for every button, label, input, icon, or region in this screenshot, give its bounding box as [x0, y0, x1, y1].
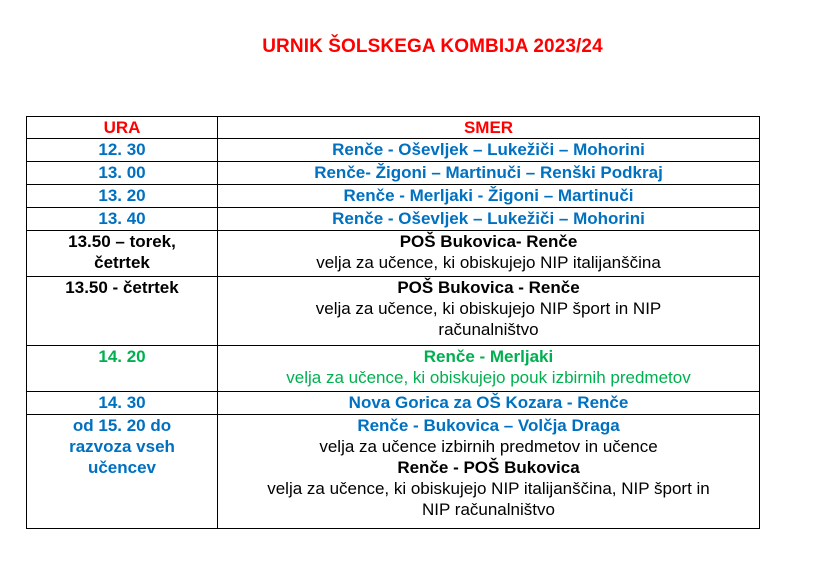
- row-route: Renče - Bukovica – Volčja Draga: [357, 416, 620, 435]
- row-time: [27, 231, 218, 277]
- row-note: računalništvo: [438, 320, 539, 339]
- row-time-line: 13.50 – torek,: [68, 232, 176, 251]
- row-note: velja za učence, ki obiskujejo NIP italijanščina, NIP šport in: [267, 479, 710, 498]
- row-time: 13.50 - četrtek: [27, 277, 218, 346]
- row-route-cell: [218, 346, 760, 392]
- row-route: POŠ Bukovica - Renče: [397, 278, 580, 297]
- table-row: [27, 208, 760, 231]
- table-row: [27, 277, 760, 346]
- row-time-line: razvoza vseh: [69, 437, 175, 456]
- row-time: 12. 30: [27, 139, 218, 162]
- row-note: NIP računalništvo: [422, 500, 555, 519]
- row-time: 14. 20: [27, 346, 218, 392]
- row-time-line: četrtek: [94, 253, 150, 272]
- table-header-row: [27, 117, 760, 139]
- row-note: velja za učence izbirnih predmetov in učence: [319, 437, 658, 456]
- row-time-line: učencev: [87, 458, 157, 477]
- row-time: 13. 20: [27, 185, 218, 208]
- row-route: Renče- Žigoni – Martinuči – Renški Podkraj: [218, 162, 760, 185]
- table-row: [27, 346, 760, 392]
- row-time-line: od 15. 20 do: [72, 416, 172, 435]
- table-row: [27, 185, 760, 208]
- page-title: URNIK ŠOLSKEGA KOMBIJA 2023/24: [262, 36, 603, 57]
- row-route-cell: [218, 277, 760, 346]
- table-row: [27, 139, 760, 162]
- row-route-cell: [218, 415, 760, 529]
- row-note: velja za učence, ki obiskujejo pouk izbirnih predmetov: [286, 368, 691, 387]
- row-route: Renče - POŠ Bukovica: [397, 458, 580, 477]
- row-time: 13. 40: [27, 208, 218, 231]
- row-route: POŠ Bukovica- Renče: [399, 232, 578, 251]
- header-time: URA: [27, 117, 218, 139]
- row-route: Renče - Oševljek – Lukežiči – Mohorini: [218, 139, 760, 162]
- row-route: Renče - Oševljek – Lukežiči – Mohorini: [218, 208, 760, 231]
- row-route-cell: [218, 231, 760, 277]
- table-row: [27, 415, 760, 529]
- header-route: SMER: [218, 117, 760, 139]
- row-note: velja za učence, ki obiskujejo NIP šport in NIP: [315, 299, 662, 318]
- row-time: 14. 30: [27, 392, 218, 415]
- row-note: velja za učence, ki obiskujejo NIP italijanščina: [316, 253, 661, 272]
- row-time: [27, 415, 218, 529]
- table-row: [27, 392, 760, 415]
- row-time: 13. 00: [27, 162, 218, 185]
- table-row: [27, 162, 760, 185]
- row-route: Renče - Merljaki - Žigoni – Martinuči: [218, 185, 760, 208]
- table-row: [27, 231, 760, 277]
- row-route: Nova Gorica za OŠ Kozara - Renče: [218, 392, 760, 415]
- row-route: Renče - Merljaki: [423, 347, 554, 366]
- schedule-table: [26, 116, 760, 529]
